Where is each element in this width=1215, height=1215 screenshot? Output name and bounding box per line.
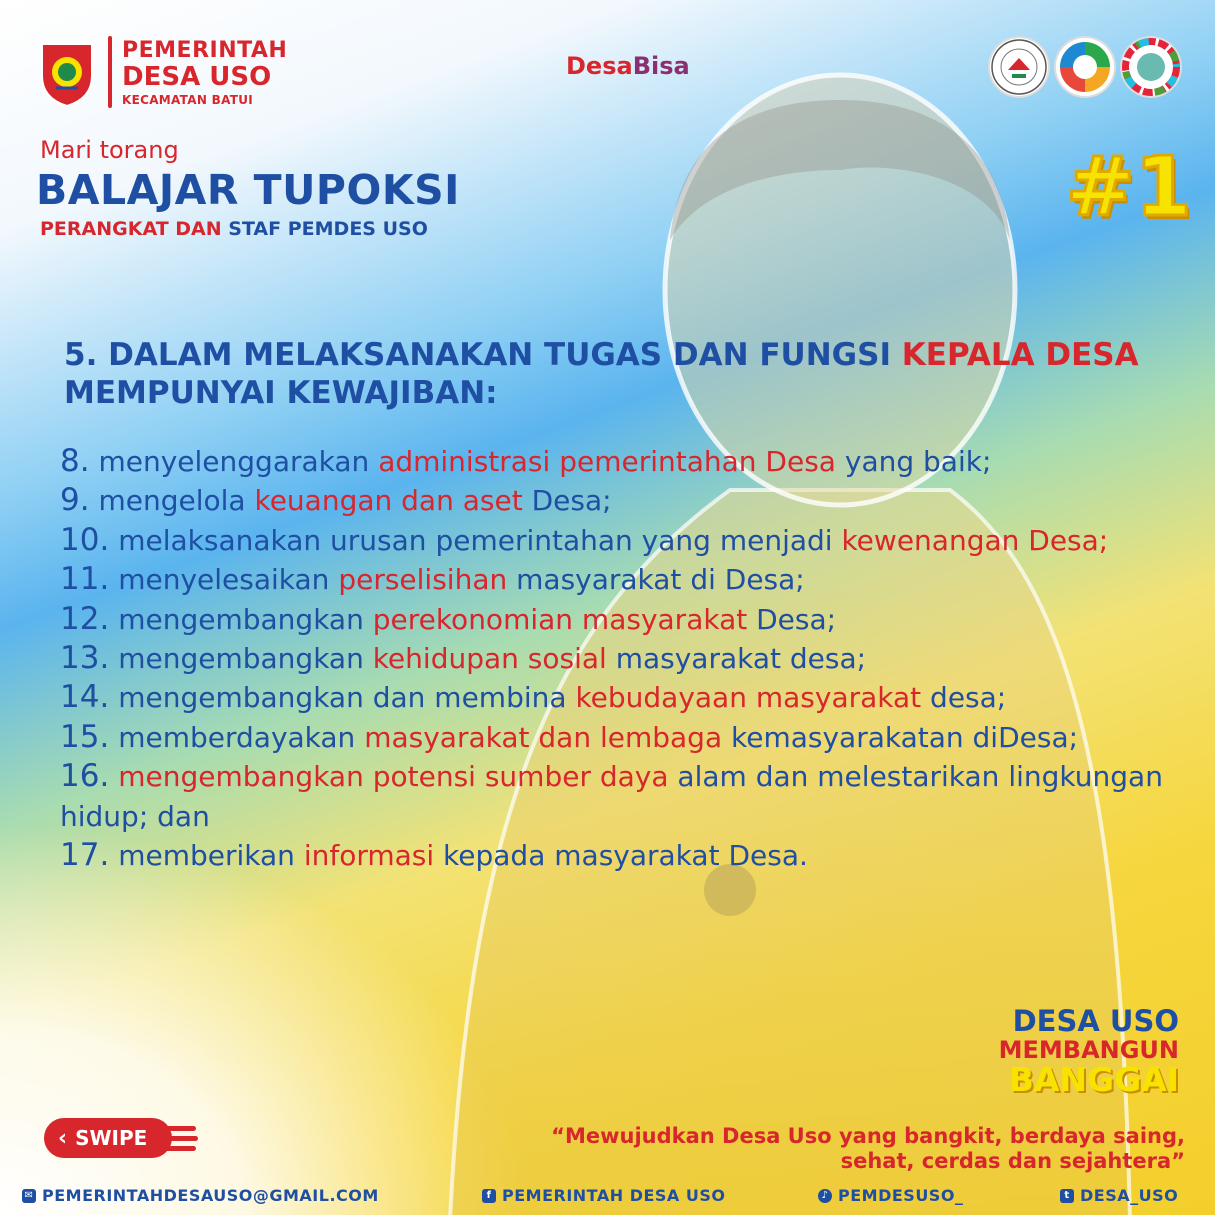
footer-email-text: PEMERINTAHDESAUSO@GMAIL.COM: [42, 1186, 379, 1205]
item-highlight: perekonomian masyarakat: [372, 602, 748, 636]
item-text: masyarakat desa;: [606, 642, 867, 676]
item-number: 14.: [60, 679, 110, 716]
item-text: yang baik;: [835, 445, 992, 478]
item-highlight: masyarakat dan lembaga: [364, 720, 723, 754]
desa-bisa-logo: [566, 52, 690, 80]
duty-list: [60, 442, 1172, 875]
list-item: [60, 718, 1172, 757]
item-number: 15.: [60, 718, 110, 755]
item-highlight: kehidupan sosial: [372, 642, 607, 676]
page-subtitle: [40, 218, 428, 240]
desa-bisa-logo-part1: Desa: [566, 52, 633, 80]
list-item: [60, 481, 1172, 520]
item-text: memberikan: [109, 839, 304, 873]
ministry-seal-icon: [990, 38, 1048, 96]
footer-twitter-text: DESA_USO: [1080, 1186, 1179, 1205]
list-item: [60, 836, 1172, 875]
footer-tiktok-text: PEMDESUSO_: [838, 1186, 964, 1205]
list-item: [60, 678, 1172, 717]
item-number: 12.: [60, 600, 110, 637]
swipe-lines-icon: [158, 1122, 200, 1156]
section-heading-highlight: KEPALA DESA: [901, 337, 1139, 373]
episode-number: #1: [1066, 140, 1192, 235]
item-text: mengembangkan: [109, 642, 373, 676]
tiktok-icon: ♪: [818, 1189, 832, 1203]
swipe-button[interactable]: [44, 1118, 172, 1158]
footer-tiktok[interactable]: [818, 1186, 963, 1205]
footer-facebook-text: PEMERINTAH DESA USO: [502, 1186, 726, 1205]
subtitle-blue: STAF PEMDES USO: [228, 218, 428, 240]
item-number: 10.: [60, 521, 110, 558]
tagline-line1: DESA USO: [1012, 1004, 1179, 1038]
item-text: memberdayakan: [109, 720, 365, 754]
item-text: [109, 760, 118, 793]
item-text: mengembangkan dan membina: [109, 681, 576, 715]
item-text: kepada masyarakat Desa.: [434, 839, 808, 873]
sdgs-desa-icon: [1056, 38, 1114, 96]
item-text: menyelesaikan: [109, 563, 339, 597]
footer-email[interactable]: [22, 1186, 379, 1205]
vision-quote: [525, 1124, 1185, 1174]
item-highlight: perselisihan: [338, 563, 508, 597]
sdgs-wheel-icon: [1122, 38, 1180, 96]
tagline-line3: BANGGAI: [1008, 1060, 1179, 1099]
item-number: 8.: [60, 443, 90, 479]
item-number: 9.: [60, 482, 90, 519]
list-item: [60, 600, 1172, 639]
partner-badges: [990, 38, 1180, 96]
gov-title-line2: DESA USO: [122, 62, 272, 92]
item-highlight: keuangan dan aset: [254, 484, 523, 518]
item-text: mengembangkan: [109, 602, 373, 636]
list-item: [60, 639, 1172, 678]
page-title: BALAJAR TUPOKSI: [36, 166, 460, 214]
list-item: [60, 521, 1172, 560]
item-highlight: kewenangan Desa;: [841, 523, 1109, 557]
item-text: alam dan melestarikan lingkungan hidup; dan: [60, 760, 1163, 833]
quote-line1: “Mewujudkan Desa Uso yang bangkit, berdaya saing,: [551, 1124, 1185, 1148]
section-heading-part1: 5. DALAM MELAKSANAKAN TUGAS DAN FUNGSI: [64, 337, 902, 373]
item-highlight: mengembangkan potensi sumber daya: [118, 760, 669, 794]
section-heading: [64, 336, 1164, 412]
swipe-label: SWIPE: [75, 1126, 148, 1150]
subtitle-red: PERANGKAT DAN: [40, 218, 229, 240]
item-text: desa;: [921, 681, 1007, 715]
twitter-icon: t: [1060, 1189, 1074, 1203]
gov-title-line3: KECAMATAN BATUI: [122, 93, 254, 107]
facebook-icon: f: [482, 1189, 496, 1203]
list-item: [60, 560, 1172, 599]
item-highlight: kebudayaan masyarakat: [575, 681, 922, 715]
item-highlight: informasi: [303, 839, 435, 873]
item-text: Desa;: [522, 484, 612, 518]
item-number: 16.: [60, 758, 110, 795]
mail-icon: ✉: [22, 1189, 36, 1203]
item-text: mengelola: [89, 484, 255, 518]
header-divider: [108, 36, 112, 108]
chevron-left-icon: ‹: [58, 1125, 68, 1151]
item-number: 11.: [60, 561, 110, 598]
list-item: [60, 757, 1172, 836]
village-emblem-icon: [36, 36, 98, 108]
item-text: masyarakat di Desa;: [507, 563, 805, 597]
tagline-line2: MEMBANGUN: [998, 1036, 1179, 1064]
item-text: Desa;: [747, 602, 837, 636]
item-number: 17.: [60, 837, 110, 874]
footer-facebook[interactable]: [482, 1186, 726, 1205]
item-highlight: administrasi pemerintahan Desa: [378, 445, 836, 478]
item-text: kemasyarakatan diDesa;: [722, 720, 1079, 754]
item-number: 13.: [60, 640, 110, 677]
item-text: menyelenggarakan: [89, 445, 379, 478]
item-text: melaksanakan urusan pemerintahan yang menjadi: [109, 523, 842, 557]
quote-line2: sehat, cerdas dan sejahtera”: [840, 1149, 1185, 1173]
title-intro: Mari torang: [40, 136, 179, 164]
footer-twitter[interactable]: [1060, 1186, 1178, 1205]
gov-title-line1: PEMERINTAH: [122, 38, 288, 63]
section-heading-part2: MEMPUNYAI KEWAJIBAN:: [64, 375, 498, 411]
list-item: [60, 442, 1172, 481]
desa-bisa-logo-part2: Bisa: [632, 52, 690, 80]
